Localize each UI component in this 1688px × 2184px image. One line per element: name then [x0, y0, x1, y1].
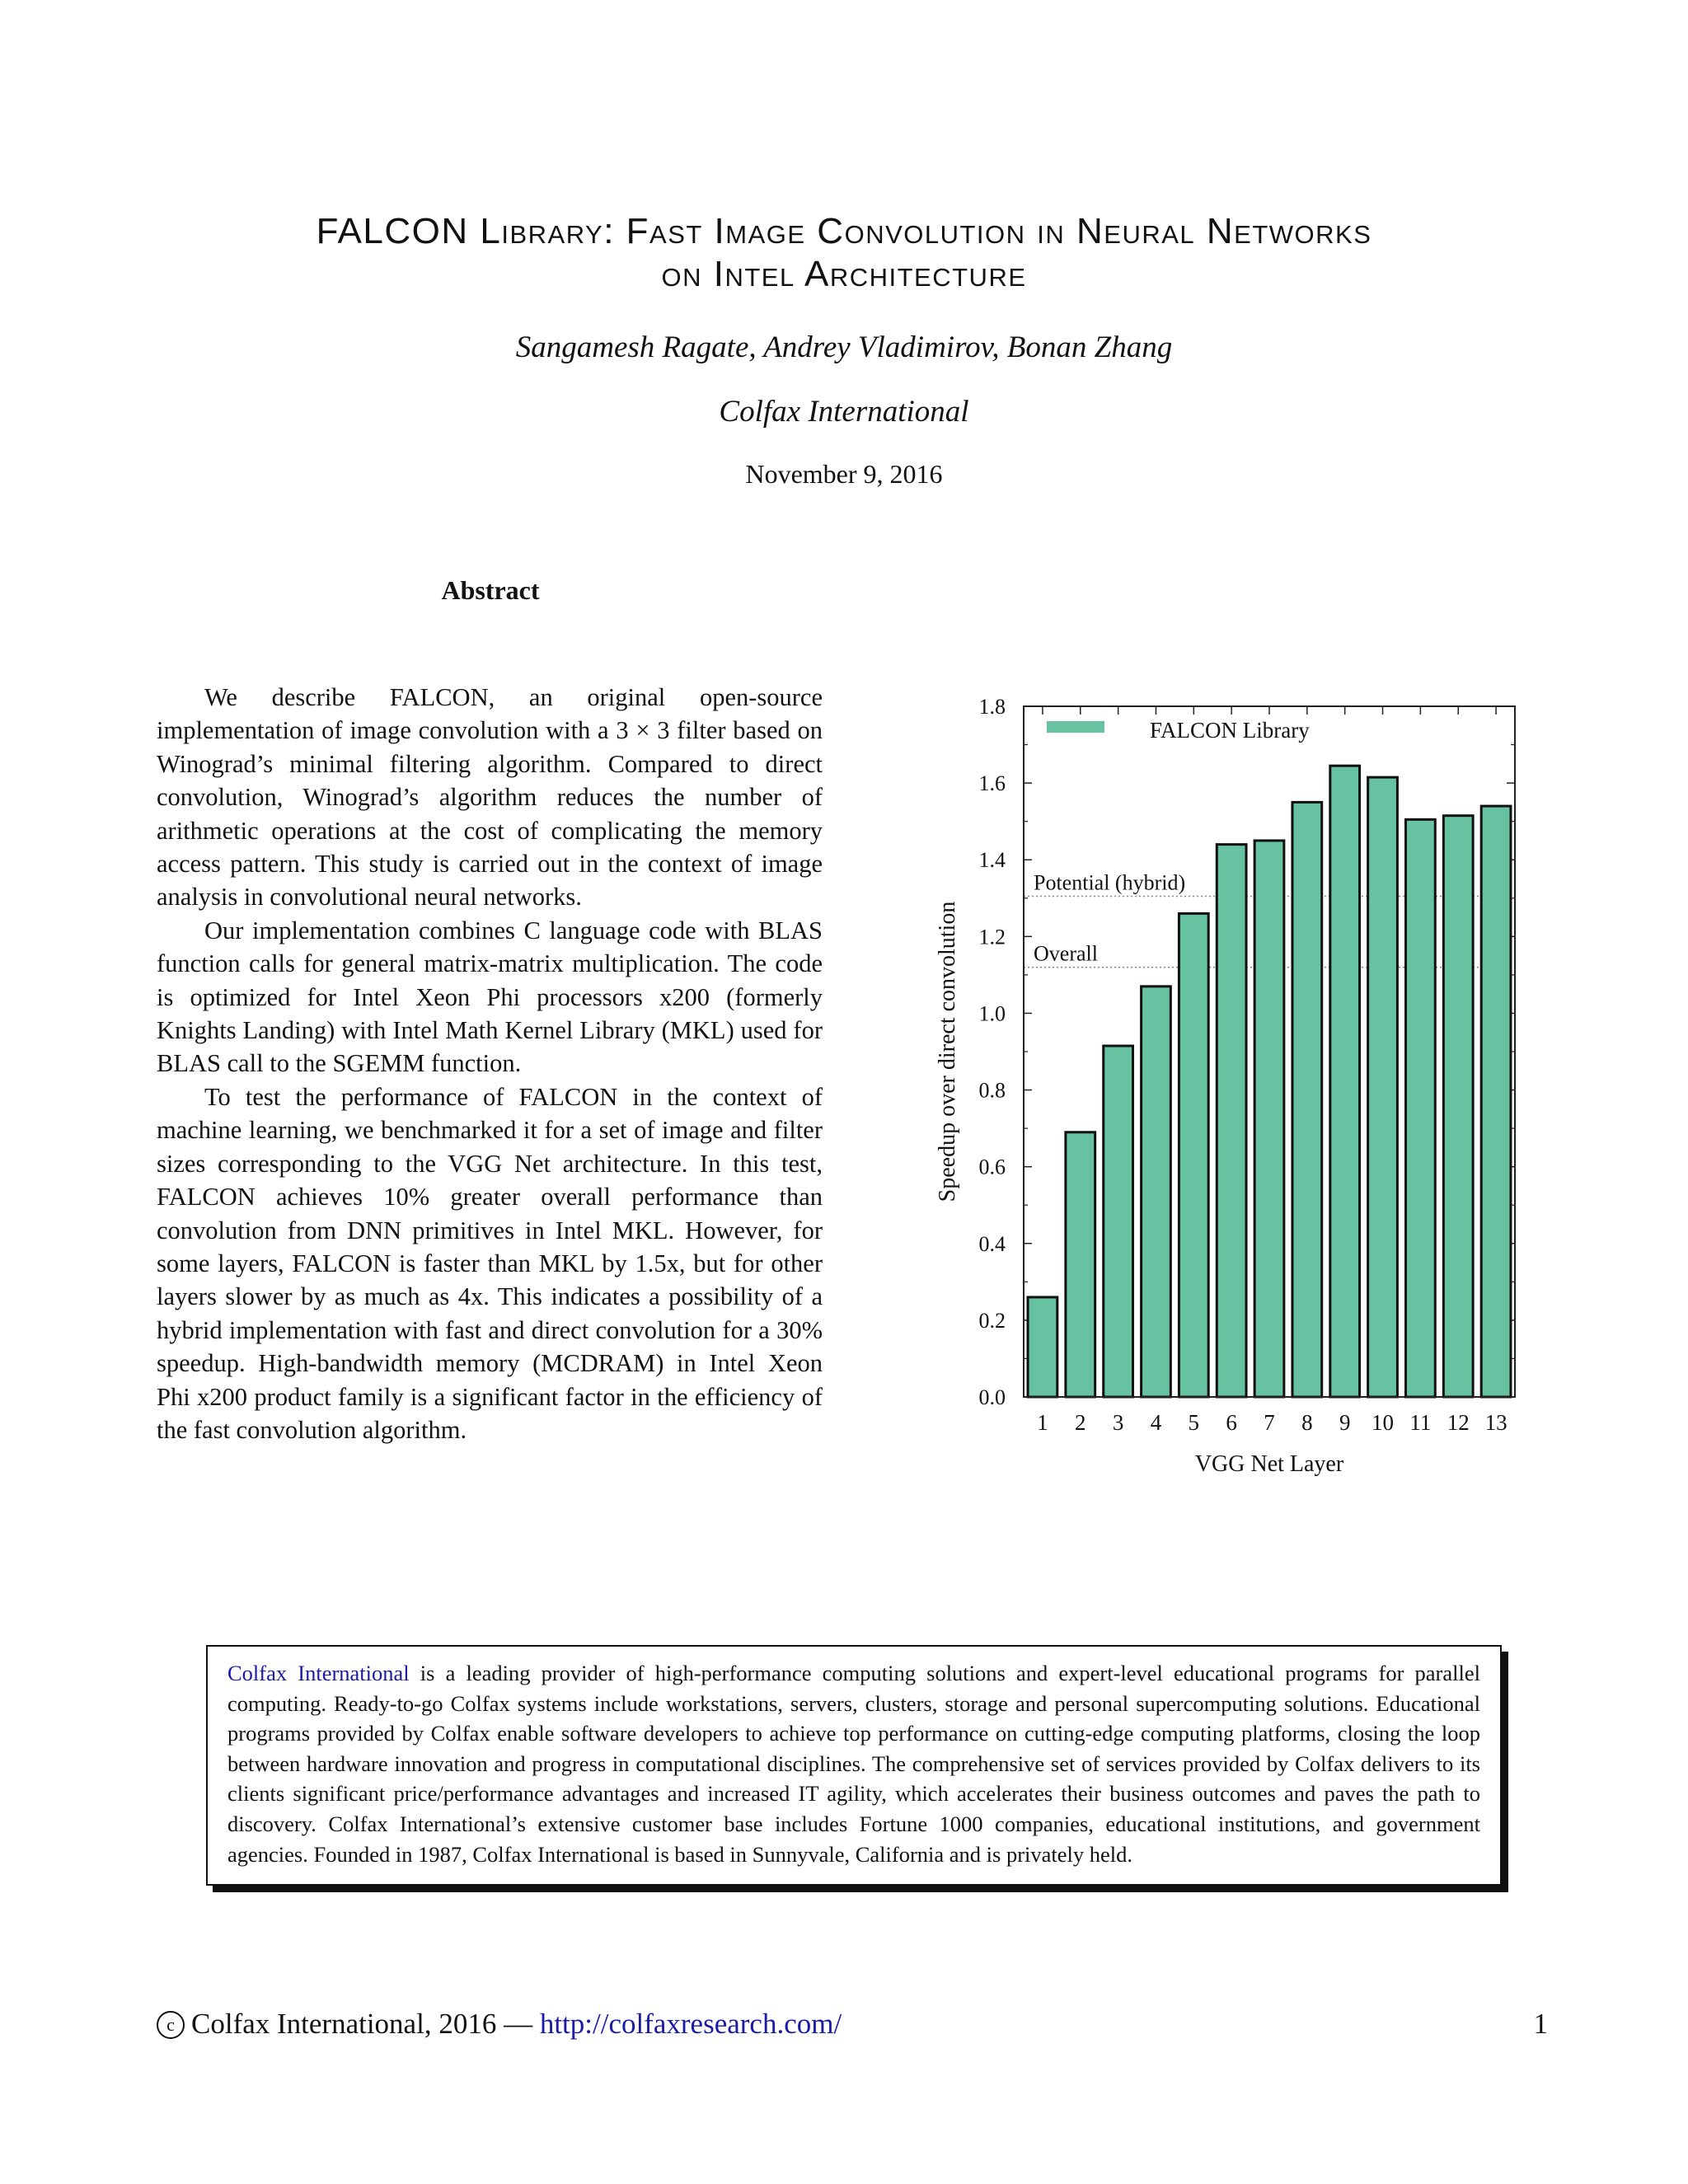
x-axis-label: VGG Net Layer	[1194, 1451, 1344, 1477]
title-line1-cap-1: L	[468, 211, 502, 251]
abstract-paragraph-3: To test the performance of FALCON in the context of machine learning, we benchmarked it for a set of image and filter sizes corresponding to the VGG Net architecture. In this test, FALCON achieves 10% greater overall performance than convolution from DNN primitives in Intel MKL. However, for some layers, FALCON is faster than MKL by 1.5x, but for other layers slower by as much as 4x. This indicates a possibility of a hybrid implementation with fast and direct convolution for a 30% speedup. High-bandwidth memory (MCDRAM) in Intel Xeon Phi x200 product family is a significant factor in the efficiency of the fast convolution algorithm.	[157, 1082, 823, 1444]
y-axis-label: Speedup over direct convolution	[935, 901, 960, 1202]
footer-text: Colfax International, 2016 —	[191, 2008, 540, 2040]
y-tick-label: 1.6	[978, 771, 1006, 796]
affiliation: Colfax International	[719, 395, 969, 429]
title-line1-word-6: eural	[1104, 211, 1196, 251]
title-line1-word-1: ibrary	[501, 211, 604, 251]
bar	[1254, 841, 1284, 1397]
colfax-link[interactable]: Colfax International	[227, 1661, 410, 1685]
footer	[157, 2008, 842, 2041]
reference-line-label: Overall	[1034, 941, 1098, 966]
bar	[1179, 913, 1208, 1397]
info-box-text: is a leading provider of high-performance computing solutions and expert-level educational programs for parallel computing. Ready-to-go Colfax systems include workstations, servers, clusters, storage and personal supercomputing solutions. Educational programs provided by Colfax enable software developers to achieve top performance on cutting-edge computing platforms, closing the loop between hardware innovation and progress in computational disciplines. The comprehensive set of services provided by Colfax delivers to its clients significant price/performance advantages and increased IT agility, which accelerates their business outcomes and paves the path to discovery. Colfax International’s extensive customer base includes Fortune 1000 companies, educational institutions, and government agencies. Founded in 1987, Colfax International is based in Sunnyvale, California and is privately held.	[227, 1661, 1480, 1867]
title-line2-word-2: rchitecture	[829, 254, 1027, 294]
x-tick-label: 12	[1447, 1410, 1470, 1435]
title-line2-cap-1: I	[701, 254, 725, 294]
bar	[1028, 1297, 1057, 1397]
publication-date: November 9, 2016	[745, 459, 943, 489]
x-tick-label: 9	[1339, 1410, 1351, 1435]
copyright-icon: c	[157, 2011, 185, 2039]
bar	[1406, 819, 1436, 1397]
bar	[1481, 806, 1511, 1397]
bar	[1142, 987, 1171, 1397]
title-line1-word-4: onvolution	[844, 211, 1026, 251]
title-line1-cap-6: N	[1065, 211, 1104, 251]
bar	[1443, 816, 1473, 1397]
y-tick-label: 0.8	[978, 1078, 1006, 1103]
bar	[1066, 1132, 1095, 1397]
bar	[1104, 1046, 1133, 1397]
abstract-body	[157, 681, 823, 1446]
title-line2-cap-2: A	[795, 254, 830, 294]
y-tick-label: 0.2	[978, 1308, 1006, 1333]
y-tick-label: 0.6	[978, 1155, 1006, 1179]
y-tick-label: 1.8	[978, 695, 1006, 719]
title-line1-word-2: ast	[649, 211, 703, 251]
x-tick-label: 4	[1150, 1410, 1162, 1435]
title-line1-word-5: in	[1037, 211, 1066, 251]
x-tick-label: 7	[1264, 1410, 1275, 1435]
bar	[1368, 777, 1398, 1397]
y-tick-label: 1.2	[978, 925, 1006, 949]
footer-url-link[interactable]: http://colfaxresearch.com/	[539, 2008, 842, 2040]
x-tick-label: 3	[1112, 1410, 1124, 1435]
title-line1-cap-4: C	[805, 211, 845, 251]
title-line-2	[124, 253, 1564, 296]
reference-line-label: Potential (hybrid)	[1034, 870, 1186, 895]
bar	[1217, 845, 1246, 1397]
x-tick-label: 11	[1409, 1410, 1432, 1435]
bar	[1330, 766, 1360, 1397]
title-line1-word-3: mage	[725, 211, 806, 251]
y-tick-label: 1.4	[978, 848, 1006, 873]
y-tick-label: 1.0	[978, 1001, 1006, 1026]
abstract-paragraph-2: Our implementation combines C language code with BLAS function calls for general matrix-matrix multiplication. The code is optimized for Intel Xeon Phi processors x200 (formerly Knights Landing) with Intel Math Kernel Library (MKL) used for BLAS call to the SGEMM function.	[157, 916, 823, 1078]
title-line2-word-0: on	[661, 254, 702, 294]
page-number: 1	[1533, 2008, 1548, 2040]
title-line1-cap-0: FALCON	[316, 211, 469, 251]
y-tick-label: 0.0	[978, 1385, 1006, 1409]
legend-label: FALCON Library	[1150, 718, 1310, 743]
x-tick-label: 5	[1188, 1410, 1200, 1435]
x-tick-label: 10	[1372, 1410, 1395, 1435]
title-line1-cap-5	[1026, 211, 1038, 251]
x-tick-label: 6	[1226, 1410, 1237, 1435]
title-line2-word-1: ntel	[724, 254, 795, 294]
x-tick-label: 2	[1075, 1410, 1086, 1435]
author-list: Sangamesh Ragate, Andrey Vladimirov, Bonan Zhang	[515, 330, 1173, 364]
title-line1-cap-3: I	[702, 211, 726, 251]
title-line-1	[124, 210, 1564, 253]
speedup-bar-chart	[927, 684, 1537, 1483]
title-line1-cap-2: : F	[603, 211, 650, 251]
title-line1-word-7: etworks	[1234, 211, 1372, 251]
x-tick-label: 8	[1301, 1410, 1313, 1435]
legend-swatch	[1047, 721, 1104, 733]
x-tick-label: 1	[1037, 1410, 1048, 1435]
bar	[1292, 802, 1322, 1397]
colfax-info-box	[206, 1645, 1502, 1886]
paper-title	[124, 210, 1564, 296]
title-line1-cap-7: N	[1195, 211, 1235, 251]
abstract-heading: Abstract	[441, 575, 540, 605]
x-tick-label: 13	[1484, 1410, 1507, 1435]
y-tick-label: 0.4	[978, 1231, 1006, 1256]
abstract-paragraph-1: We describe FALCON, an original open-source implementation of image convolution with a 3 × 3 filter based on Winograd’s minimal filtering algorithm. Compared to direct convolution, Winograd’s algorithm reduces the number of arithmetic operations at the cost of complicating the memory access pattern. This study is carried out in the context of image analysis in convolutional neural networks.	[157, 683, 823, 912]
